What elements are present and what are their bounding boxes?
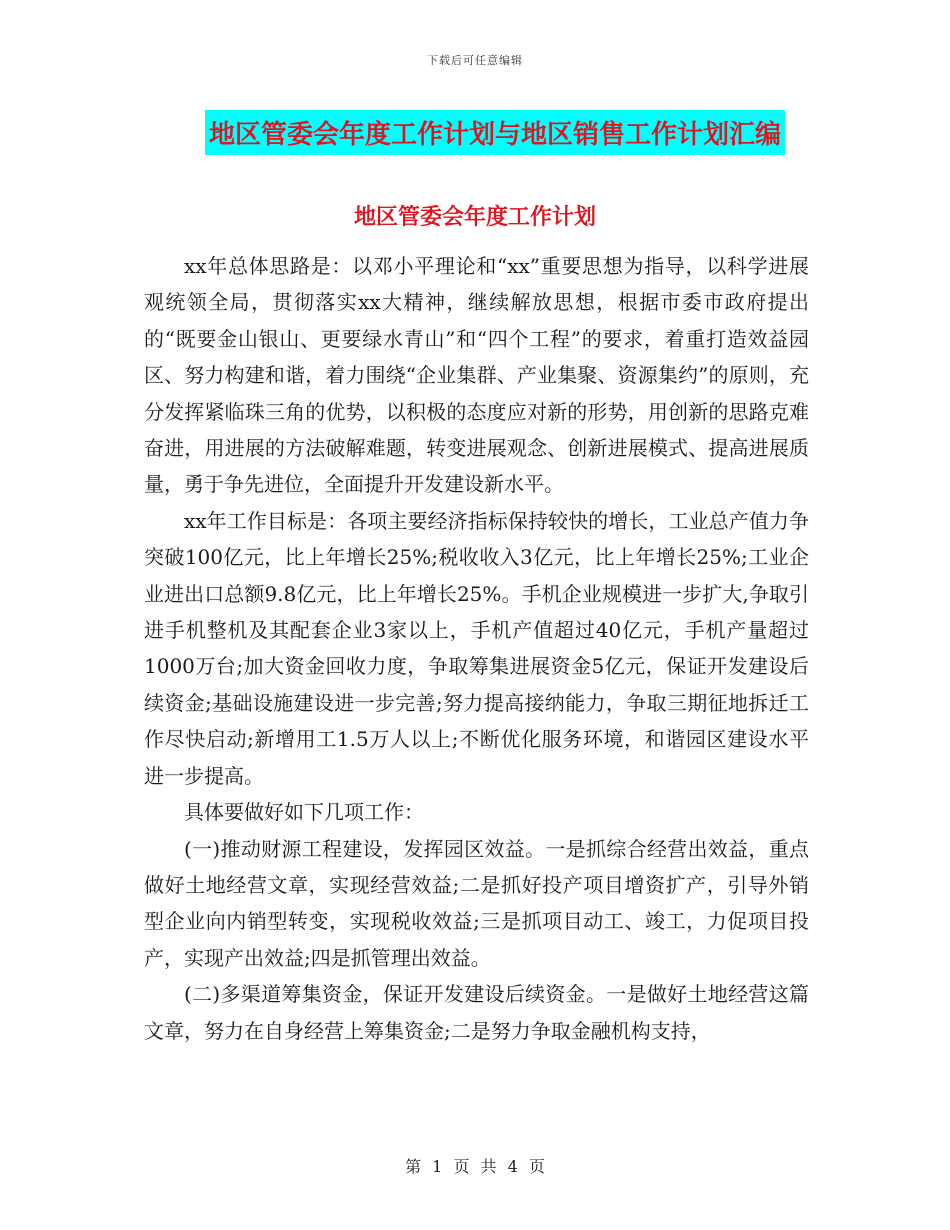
paragraph-work-goals: xx年工作目标是：各项主要经济指标保持较快的增长，工业总产值力争突破100亿元，比上年增长25%;税收收入3亿元，比上年增长25%;工业企业进出口总额9.8亿元，比上年增长25%。手机企业规模进一步扩大,争取引进手机整机及其配套企业3家以上，手机产值超过40亿元，手机产量超过1000万台;加大资金回收力度，争取筹集进展资金5亿元，保证开发建设后续资金;基础设施建设进一步完善;努力提高接纳能力，争取三期征地拆迁工作尽快启动;新增用工1.5万人以上;不断优化服务环境，和谐园区建设水平进一步提高。	[144, 508, 809, 788]
document-title-container	[0, 110, 950, 155]
page-number-footer: 第 1 页 共 4 页	[405, 1157, 545, 1176]
paragraph-overall-approach: xx年总体思路是：以邓小平理论和“xx”重要思想为指导，以科学进展观统领全局，贯彻落实xx大精神，继续解放思想，根据市委市政府提出的“既要金山银山、更要绿水青山”和“四个工程”的要求，着重打造效益园区、努力构建和谐，着力围绕“企业集群、产业集聚、资源集约”的原则，充分发挥紧临珠三角的优势，以积极的态度应对新的形势，用创新的思路克难奋进，用进展的方法破解难题，转变进展观念、创新进展模式、提高进展质量，勇于争先进位，全面提升开发建设新水平。	[144, 254, 809, 497]
paragraph-task-two: (二)多渠道筹集资金，保证开发建设后续资金。一是做好土地经营这篇文章，努力在自身经营上筹集资金;二是努力争取金融机构支持，	[144, 982, 809, 1043]
page-header-note: 下载后可任意编辑	[427, 54, 523, 67]
document-title: 地区管委会年度工作计划与地区销售工作计划汇编	[205, 110, 785, 155]
paragraph-tasks-intro: 具体要做好如下几项工作：	[184, 800, 424, 825]
paragraph-task-one: (一)推动财源工程建设，发挥园区效益。一是抓综合经营出效益，重点做好土地经营文章，实现经营效益;二是抓好投产项目增资扩产，引导外销型企业向内销型转变，实现税收效益;三是抓项目动工、竣工，力促项目投产，实现产出效益;四是抓管理出效益。	[144, 836, 809, 970]
body-text	[144, 248, 809, 1049]
section-title: 地区管委会年度工作计划	[353, 204, 596, 230]
